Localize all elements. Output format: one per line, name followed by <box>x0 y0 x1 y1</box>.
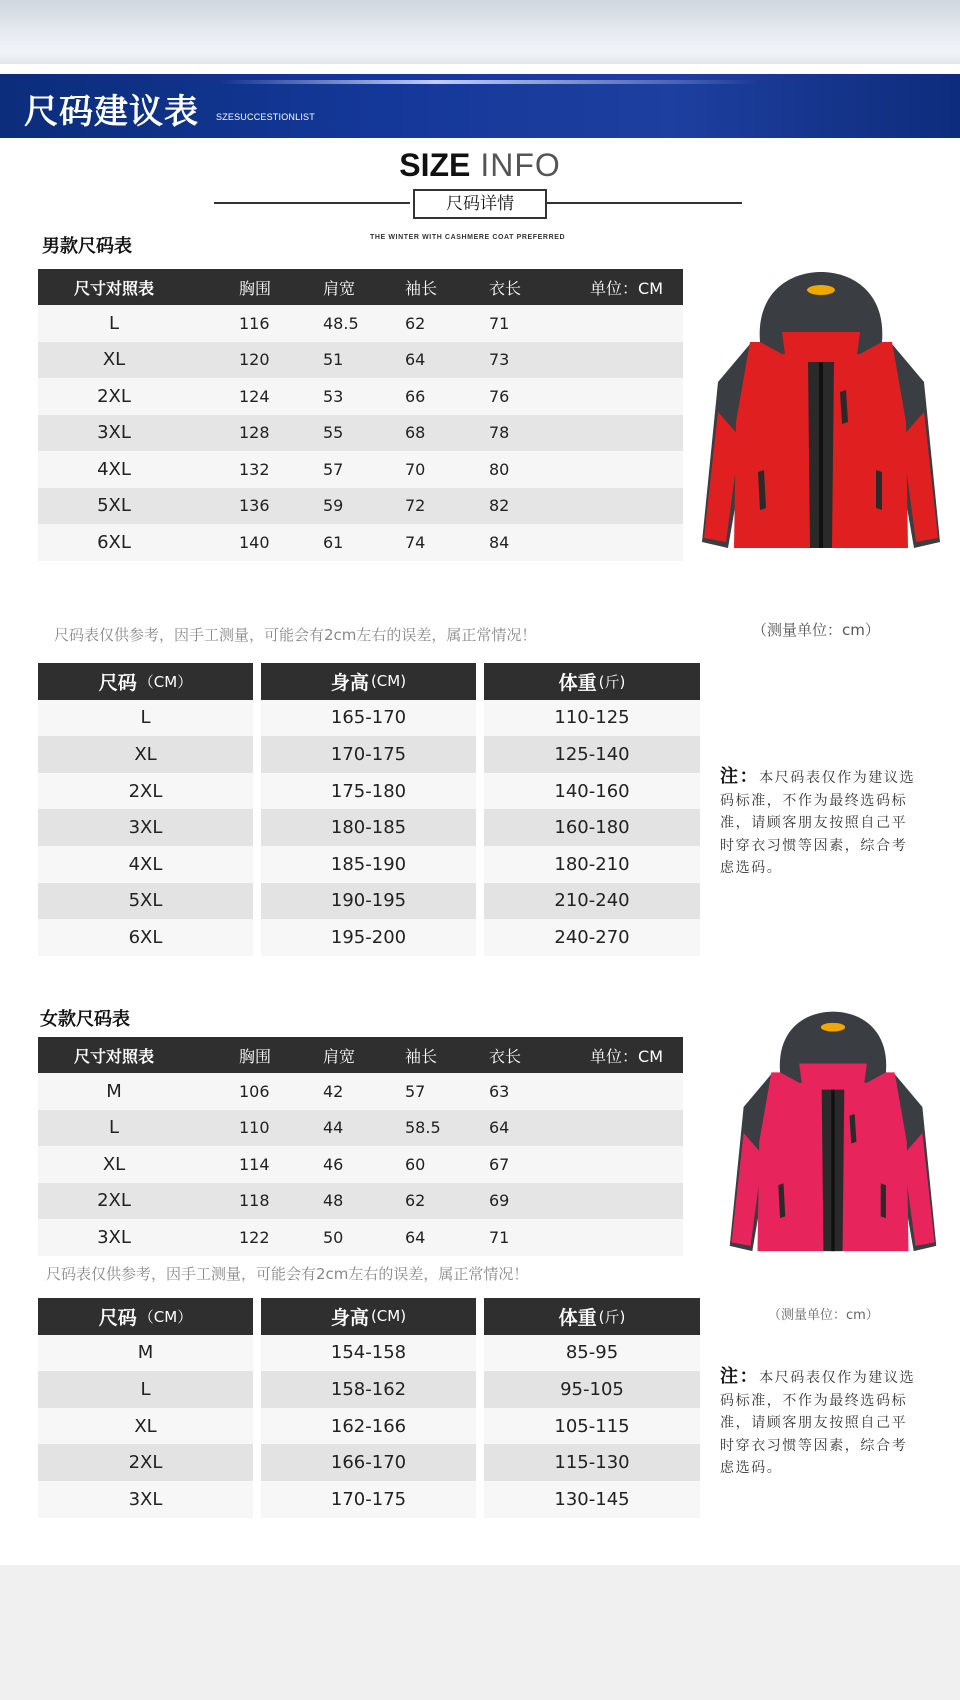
men-cell: 68 <box>405 423 426 443</box>
men-header-cell: 肩宽 <box>323 278 356 298</box>
men-ref-cell: 110-125 <box>484 700 700 737</box>
men-cell: 73 <box>489 350 510 370</box>
men-cell: 84 <box>489 532 510 552</box>
men-cell: 53 <box>323 386 344 406</box>
women-cell: 50 <box>323 1227 344 1247</box>
men-note-label: 注： <box>720 766 760 787</box>
men-cell: 82 <box>489 496 510 516</box>
size-detail-label: 尺码详情 <box>413 189 547 219</box>
table-row <box>38 305 683 342</box>
women-ref-cell: 158-162 <box>261 1371 476 1408</box>
table-row <box>38 1371 700 1408</box>
men-ref-cell: 5XL <box>38 883 253 920</box>
men-cell: 48.5 <box>323 313 359 333</box>
table-row <box>38 736 700 773</box>
men-cell: 3XL <box>97 422 131 444</box>
table-row <box>38 524 683 561</box>
jacket-zipper <box>831 1090 834 1251</box>
table-row <box>38 1073 683 1110</box>
men-ref-header-cell <box>38 663 253 700</box>
women-cell: 110 <box>239 1118 270 1138</box>
men-cell: 61 <box>323 532 344 552</box>
women-cell: 2XL <box>97 1190 131 1212</box>
table-row <box>38 1444 700 1481</box>
snow-header-image <box>0 0 960 70</box>
women-cell: 122 <box>239 1227 270 1247</box>
men-ref-header-cell <box>261 663 476 700</box>
size-info-light: INFO <box>480 147 561 183</box>
men-header-cell: 尺寸对照表 <box>73 278 154 298</box>
size-info-bold: SIZE <box>399 147 471 183</box>
men-ref-cell: 210-240 <box>484 883 700 920</box>
men-unit-label: 单位：CM <box>590 278 663 298</box>
men-ref-cell: 175-180 <box>261 773 476 810</box>
men-ref-cell: 2XL <box>38 773 253 810</box>
men-cell: L <box>108 312 120 334</box>
women-cell: 60 <box>405 1154 426 1174</box>
table-row <box>38 342 683 379</box>
women-cell: 44 <box>323 1118 344 1138</box>
table-row <box>38 1183 683 1220</box>
jacket-logo <box>807 285 835 295</box>
women-ref-cell: L <box>38 1371 253 1408</box>
jacket-pocket-right <box>876 470 882 510</box>
table-row <box>38 1219 683 1256</box>
women-cell: 71 <box>489 1227 510 1247</box>
men-cell: 72 <box>405 496 426 516</box>
men-measure-header <box>38 269 683 305</box>
men-ref-header <box>38 663 700 700</box>
title-banner <box>0 74 960 138</box>
men-ref-cell: 160-180 <box>484 809 700 846</box>
size-info-heading <box>0 145 960 185</box>
table-row <box>38 919 700 956</box>
jacket-zipper <box>819 362 823 548</box>
men-note <box>720 766 920 880</box>
women-unit-note: （测量单位：cm） <box>768 1308 879 1323</box>
men-cell: 51 <box>323 350 344 370</box>
women-ref-header <box>38 1298 700 1335</box>
men-ref-header-unit: (斤) <box>598 672 626 691</box>
men-ref-cell: 190-195 <box>261 883 476 920</box>
men-note-text: 本尺码表仅作为建议选码标准，不作为最终选码标准，请顾客朋友按照自己平时穿衣习惯等因素，综合考虑选码。 <box>720 770 916 876</box>
women-ref-cell: 170-175 <box>261 1481 476 1518</box>
women-unit-label: 单位：CM <box>590 1046 663 1066</box>
women-cell: 3XL <box>97 1226 131 1248</box>
women-section-title: 女款尺码表 <box>40 1009 130 1030</box>
men-cell: 132 <box>239 459 270 479</box>
women-measure-header <box>38 1037 683 1073</box>
women-ref-header-unit: （CM） <box>138 1307 193 1326</box>
women-ref-cell: 166-170 <box>261 1444 476 1481</box>
men-ref-cell: 240-270 <box>484 919 700 956</box>
men-ref-cell: L <box>38 700 253 737</box>
women-ref-cell: 115-130 <box>484 1444 700 1481</box>
women-header-cell: 尺寸对照表 <box>73 1046 154 1066</box>
men-ref-cell: 180-185 <box>261 809 476 846</box>
men-cell: 62 <box>405 313 426 333</box>
women-ref-cell: 105-115 <box>484 1408 700 1445</box>
divider-left <box>214 202 410 204</box>
men-disclaimer: 尺码表仅供参考，因手工测量，可能会有2cm左右的误差，属正常情况！ <box>54 626 537 644</box>
men-cell: 76 <box>489 386 510 406</box>
men-ref-header-main: 身高 <box>330 671 369 694</box>
women-note-text: 本尺码表仅作为建议选码标准，不作为最终选码标准，请顾客朋友按照自己平时穿衣习惯等因素，综合考虑选码。 <box>720 1370 916 1476</box>
women-ref-header-cell <box>261 1298 476 1335</box>
men-cell: XL <box>102 349 126 371</box>
men-ref-cell: 195-200 <box>261 919 476 956</box>
jacket-pocket-right <box>881 1183 886 1218</box>
women-cell: 67 <box>489 1154 510 1174</box>
men-header-cell: 胸围 <box>239 278 272 298</box>
men-unit-note: （测量单位：cm） <box>752 621 880 639</box>
men-cell: 6XL <box>97 531 131 553</box>
women-ref-header-main: 体重 <box>558 1306 597 1329</box>
table-row <box>38 809 700 846</box>
men-cell: 57 <box>323 459 344 479</box>
men-cell: 128 <box>239 423 270 443</box>
women-ref-cell: 95-105 <box>484 1371 700 1408</box>
men-cell: 80 <box>489 459 510 479</box>
table-row <box>38 415 683 452</box>
women-ref-cell: 2XL <box>38 1444 253 1481</box>
women-ref-header-unit: (CM) <box>370 1307 407 1326</box>
table-row <box>38 1335 700 1372</box>
men-ref-cell: 6XL <box>38 919 253 956</box>
men-cell: 74 <box>405 532 426 552</box>
men-ref-header-unit: (CM) <box>370 672 407 691</box>
women-ref-cell: 130-145 <box>484 1481 700 1518</box>
men-ref-cell: 185-190 <box>261 846 476 883</box>
women-ref-header-cell <box>484 1298 700 1335</box>
men-cell: 70 <box>405 459 426 479</box>
table-row <box>38 1408 700 1445</box>
men-cell: 120 <box>239 350 270 370</box>
men-ref-cell: XL <box>38 736 253 773</box>
men-ref-cell: 125-140 <box>484 736 700 773</box>
men-section-title: 男款尺码表 <box>42 236 132 257</box>
men-ref-cell: 180-210 <box>484 846 700 883</box>
women-cell: 62 <box>405 1191 426 1211</box>
jacket-logo <box>821 1023 845 1032</box>
men-cell: 66 <box>405 386 426 406</box>
table-row <box>38 1146 683 1183</box>
men-header-cell: 袖长 <box>405 278 438 298</box>
women-header-cell: 胸围 <box>239 1046 272 1066</box>
women-cell: L <box>108 1117 120 1139</box>
men-cell: 136 <box>239 496 270 516</box>
tagline: THE WINTER WITH CASHMERE COAT PREFERRED <box>370 234 566 241</box>
banner-subtitle: SZESUCCESTIONLIST <box>216 112 315 122</box>
women-measure-table <box>38 1037 683 1256</box>
women-ref-cell: 85-95 <box>484 1335 700 1372</box>
divider-right <box>546 202 742 204</box>
men-ref-header-cell <box>484 663 700 700</box>
women-cell: 63 <box>489 1081 510 1101</box>
men-header-cell: 衣长 <box>489 278 522 298</box>
men-ref-cell: 165-170 <box>261 700 476 737</box>
table-row <box>38 700 700 737</box>
women-header-cell: 衣长 <box>489 1046 522 1066</box>
women-cell: 64 <box>405 1227 426 1247</box>
women-cell: 118 <box>239 1191 270 1211</box>
table-row <box>38 846 700 883</box>
women-ref-header-main: 身高 <box>330 1306 369 1329</box>
women-ref-cell: 162-166 <box>261 1408 476 1445</box>
men-ref-cell: 4XL <box>38 846 253 883</box>
men-cell: 55 <box>323 423 344 443</box>
men-cell: 5XL <box>97 495 131 517</box>
table-row <box>38 773 700 810</box>
men-cell: 78 <box>489 423 510 443</box>
women-cell: 64 <box>489 1118 510 1138</box>
table-row <box>38 883 700 920</box>
women-ref-header-unit: (斤) <box>598 1307 626 1326</box>
women-cell: XL <box>102 1153 126 1175</box>
jacket-collar <box>782 332 860 362</box>
table-row <box>38 1481 700 1518</box>
table-row <box>38 378 683 415</box>
women-note <box>720 1366 920 1480</box>
women-reference-table <box>38 1298 700 1518</box>
men-ref-header-main: 体重 <box>558 671 597 694</box>
women-ref-cell: 154-158 <box>261 1335 476 1372</box>
banner-title: 尺码建议表 <box>24 92 199 132</box>
footer-area <box>0 1565 960 1700</box>
men-reference-table <box>38 663 700 956</box>
women-header-cell: 肩宽 <box>323 1046 356 1066</box>
women-cell: 58.5 <box>405 1118 441 1138</box>
women-header-cell: 袖长 <box>405 1046 438 1066</box>
women-jacket-image <box>728 1000 938 1280</box>
men-cell: 59 <box>323 496 344 516</box>
women-ref-header-cell <box>38 1298 253 1335</box>
men-ref-cell: 3XL <box>38 809 253 846</box>
women-cell: 106 <box>239 1081 270 1101</box>
table-row <box>38 488 683 525</box>
banner-highlight <box>220 80 760 84</box>
women-cell: 69 <box>489 1191 510 1211</box>
men-cell: 140 <box>239 532 270 552</box>
women-cell: 46 <box>323 1154 344 1174</box>
men-ref-header-unit: （CM） <box>138 672 193 691</box>
women-disclaimer: 尺码表仅供参考，因手工测量，可能会有2cm左右的误差，属正常情况！ <box>46 1265 529 1283</box>
men-measure-table <box>38 269 683 561</box>
men-cell: 124 <box>239 386 270 406</box>
men-cell: 116 <box>239 313 270 333</box>
women-ref-cell: M <box>38 1335 253 1372</box>
women-cell: 42 <box>323 1081 344 1101</box>
women-cell: M <box>106 1080 122 1102</box>
women-ref-header-main: 尺码 <box>98 1306 137 1329</box>
women-note-label: 注： <box>720 1366 760 1387</box>
jacket-collar <box>799 1064 867 1090</box>
table-row <box>38 1110 683 1147</box>
men-ref-header-main: 尺码 <box>98 671 137 694</box>
women-cell: 114 <box>239 1154 270 1174</box>
men-ref-cell: 140-160 <box>484 773 700 810</box>
women-cell: 48 <box>323 1191 344 1211</box>
women-ref-cell: 3XL <box>38 1481 253 1518</box>
women-cell: 57 <box>405 1081 426 1101</box>
men-jacket-image <box>700 272 942 568</box>
women-ref-cell: XL <box>38 1408 253 1445</box>
men-cell: 2XL <box>97 385 131 407</box>
men-cell: 64 <box>405 350 426 370</box>
men-cell: 4XL <box>97 458 131 480</box>
men-ref-cell: 170-175 <box>261 736 476 773</box>
men-cell: 71 <box>489 313 510 333</box>
table-row <box>38 451 683 488</box>
